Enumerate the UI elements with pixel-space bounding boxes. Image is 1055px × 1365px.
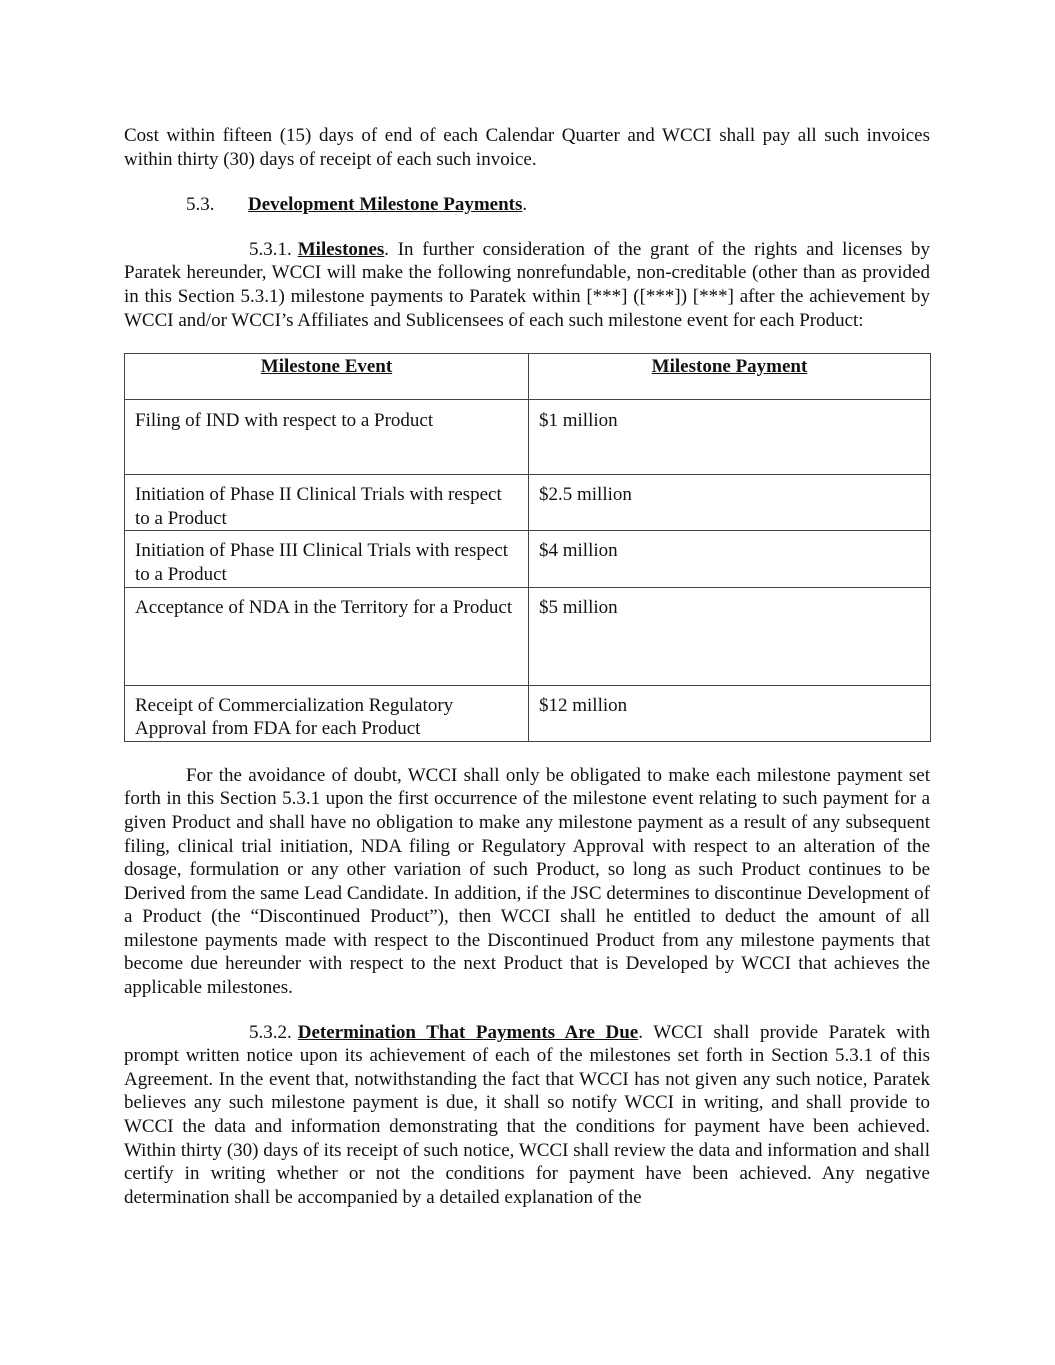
table-row [125, 685, 931, 741]
section-5-3-1-paragraph [124, 238, 930, 332]
section-5-3-heading [124, 193, 930, 217]
table-row [125, 400, 931, 475]
intro-paragraph: Cost within fifteen (15) days of end of each Calendar Quarter and WCCI shall pay all such invoices within thirty (30) days of receipt of each such invoice. [124, 125, 930, 170]
table-row [125, 475, 931, 531]
milestone-event-cell: Receipt of Commercialization Regulatory Approval from FDA for each Product [125, 685, 529, 741]
table-header-row [125, 354, 931, 400]
section-title: Determination That Payments Are Due [297, 1021, 639, 1043]
section-number: 5.3.1. [249, 238, 292, 260]
milestone-event-cell: Initiation of Phase II Clinical Trials with respect to a Product [125, 475, 529, 531]
table-row [125, 587, 931, 685]
milestone-payment-cell: $4 million [529, 531, 931, 587]
milestone-event-cell: Acceptance of NDA in the Territory for a Product [125, 587, 529, 685]
header-milestone-payment: Milestone Payment [529, 354, 931, 400]
milestone-event-cell: Initiation of Phase III Clinical Trials with respect to a Product [125, 531, 529, 587]
milestone-payment-cell: $5 million [529, 587, 931, 685]
milestone-payment-cell: $12 million [529, 685, 931, 741]
section-text: . WCCI shall provide Paratek with prompt written notice upon its achievement of each of the milestones set forth in Section 5.3.1 of this Agreement. In the event that, notwithstanding the fact that WCCI has not given any such notice, Paratek believes any such milestone payment is due, it shall so notify WCCI in writing, and shall provide to WCCI the data and information demonstrating that the conditions for payment have been achieved. Within thirty (30) days of its receipt of such notice, WCCI shall review the data and information and shall certify in writing whether or not the conditions for payment have been achieved. Any negative determination shall be accompanied by a detailed explanation of the [124, 1021, 930, 1208]
section-title: Milestones [297, 238, 385, 260]
milestone-payment-cell: $1 million [529, 400, 931, 475]
document-page [124, 124, 930, 1209]
section-5-3-2-paragraph [124, 1021, 930, 1210]
section-number: 5.3.2. [249, 1021, 292, 1043]
milestone-event-cell: Filing of IND with respect to a Product [125, 400, 529, 475]
table-row [125, 531, 931, 587]
section-title-suffix: . [522, 194, 528, 216]
milestone-table [124, 353, 931, 742]
section-title: Development Milestone Payments [248, 194, 523, 216]
avoidance-of-doubt-paragraph: For the avoidance of doubt, WCCI shall only be obligated to make each milestone payment set forth in this Section 5.3.1 upon the first occurrence of the milestone event relating to such payment for a given Product and shall have no obligation to make any milestone payment as a result of any subsequent filing, clinical trial initiation, NDA filing or Regulatory Approval with respect to an alteration of the dosage, formulation or any other variation of such Product, so long as such Product continues to be Derived from the same Lead Candidate. In addition, if the JSC determines to discontinue Development of a Product (the “Discontinued Product”), then WCCI shall he entitled to deduct the amount of all milestone payments made with respect to the Discontinued Product from any milestone payments that become due hereunder with respect to the next Product that is Developed by WCCI that achieves the applicable milestones. [124, 764, 930, 999]
milestone-payment-cell: $2.5 million [529, 475, 931, 531]
header-milestone-event: Milestone Event [125, 354, 529, 400]
section-number: 5.3. [186, 194, 215, 216]
section-text: . In further consideration of the grant of the rights and licenses by Paratek hereunder, WCCI will make the following nonrefundable, non-creditable (other than as provided in this Section 5.3.1) milestone payments to Paratek within [***] ([***]) [***] after the achievement by WCCI and/or WCCI’s Affiliates and Sublicensees of each such milestone event for each Product: [124, 238, 930, 331]
